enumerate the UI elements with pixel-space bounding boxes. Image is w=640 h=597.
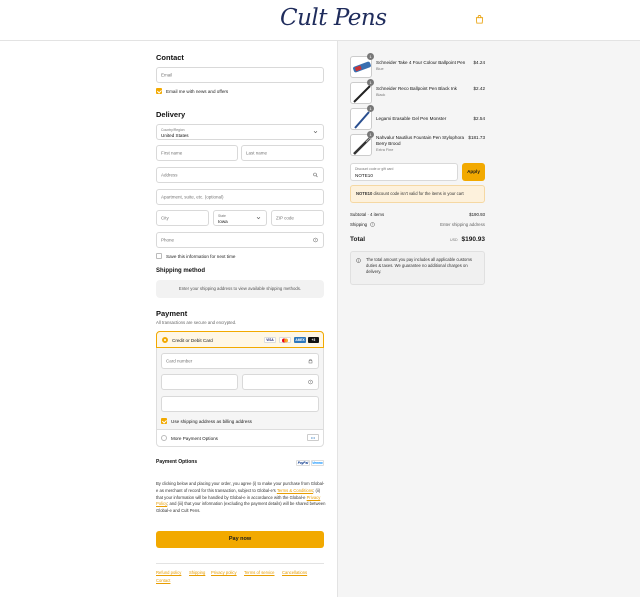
total-label: Total <box>350 236 366 243</box>
discount-error <box>350 185 485 203</box>
first-name-field[interactable] <box>156 145 238 161</box>
product-name: Schneider Reco Ballpoint Pen Black Ink <box>376 86 457 91</box>
shipping-link[interactable]: Shipping <box>189 570 206 575</box>
chevron-down-icon <box>313 130 318 135</box>
apply-button[interactable]: Apply <box>462 163 485 181</box>
card-number-field[interactable] <box>161 353 319 369</box>
address-field[interactable] <box>156 167 324 183</box>
more-payment-option[interactable] <box>157 429 323 446</box>
country-value: United States <box>161 132 189 138</box>
product-price: $181.73 <box>468 135 485 140</box>
country-select[interactable] <box>156 124 324 140</box>
discount-error-code: NOTE10 <box>356 191 373 196</box>
search-icon <box>313 173 318 178</box>
save-info-label: Save this information for next time <box>166 254 236 259</box>
help-icon[interactable] <box>308 380 313 385</box>
legal-text <box>156 481 326 515</box>
news-label: Email me with news and offers <box>166 89 229 94</box>
discount-label: Discount code or gift card <box>355 166 394 171</box>
paypal-icon: PayPal <box>297 461 309 465</box>
product-variant: Extra Fine <box>376 148 394 152</box>
apartment-placeholder: Apartment, suite, etc. (optional) <box>161 194 224 200</box>
lock-icon <box>308 359 313 364</box>
privacy-link[interactable]: Privacy Policy <box>156 494 321 507</box>
product-name: Schneider Take 4 Four Colour Ballpoint Pen <box>376 60 466 65</box>
card-option[interactable] <box>156 331 324 348</box>
quantity-badge: 1 <box>367 131 374 138</box>
shipping-method-message: Enter your shipping address to view available shipping methods. <box>156 280 324 298</box>
amex-icon: AMEX <box>295 338 305 342</box>
card-radio[interactable] <box>162 337 168 343</box>
header <box>0 0 640 41</box>
svg-text:?: ? <box>314 238 317 243</box>
total-value: $190.93 <box>461 236 485 243</box>
pen-image-icon <box>351 57 372 78</box>
country-label: Country/Region <box>161 127 185 132</box>
address-placeholder: Address <box>161 172 178 178</box>
duties-notice <box>350 251 485 285</box>
visa-icon: VISA <box>264 337 276 343</box>
payment-options-title: Payment Options <box>156 459 198 465</box>
subtotal-value: $190.93 <box>469 212 485 217</box>
more-dots-icon: ••• <box>307 434 319 441</box>
total-currency: USD <box>450 238 458 242</box>
duties-notice-text: The total amount you pay includes all applicable customs duties & taxes. We guarantee no additional charges on delivery. <box>366 257 472 274</box>
expiry-field[interactable] <box>161 374 238 390</box>
contact-link[interactable]: Contact <box>156 578 171 583</box>
info-icon <box>356 258 361 263</box>
privacy-policy-link[interactable]: Privacy policy <box>211 570 237 575</box>
order-summary <box>337 41 640 597</box>
more-payment-radio[interactable] <box>161 435 167 441</box>
discount-field[interactable] <box>350 163 458 181</box>
last-name-placeholder: Last name <box>246 150 268 156</box>
news-checkbox[interactable] <box>156 88 162 94</box>
quantity-badge: 1 <box>367 53 374 60</box>
billing-label: Use shipping address as billing address <box>171 419 252 424</box>
terms-link[interactable]: Terms & Conditions <box>276 487 314 493</box>
product-variant: Blue <box>376 67 384 71</box>
pen-image-icon <box>351 109 372 130</box>
last-name-field[interactable] <box>241 145 324 161</box>
product-name: Legami Erasable Gel Pen Monster <box>376 116 447 121</box>
payment-subtitle: All transactions are secure and encrypted. <box>156 320 237 325</box>
quantity-badge: 1 <box>367 79 374 86</box>
quantity-badge: 1 <box>367 105 374 112</box>
card-number-placeholder: Card number <box>166 358 193 364</box>
help-icon[interactable] <box>313 238 318 243</box>
shipping-method-title: Shipping method <box>156 268 205 274</box>
city-field[interactable] <box>156 210 209 226</box>
product-name: Nahvalur Nautilus Fountain Pen Stylophora Berry Brood <box>376 135 465 146</box>
legal-text-part-3: ; and (iii) that your information (excluding the payment details) will be shared between Global-e and Cult Pens. <box>156 501 326 514</box>
delivery-title: Delivery <box>156 110 186 119</box>
svg-text:?: ? <box>371 222 374 227</box>
pen-image-icon <box>351 83 372 104</box>
first-name-placeholder: First name <box>161 150 183 156</box>
footer-divider <box>156 563 324 564</box>
legal-text-part-1: By clicking below and placing your order, you agree (i) to make your purchase from Global-e as merchant of record for this transaction, subject to Global-e's <box>156 481 325 493</box>
phone-placeholder: Phone <box>161 237 175 243</box>
product-price: $2.42 <box>473 86 485 91</box>
apartment-field[interactable] <box>156 189 324 205</box>
chevron-down-icon <box>256 216 261 221</box>
checkout-form <box>0 41 337 597</box>
cancellations-link[interactable]: Cancellations <box>282 570 308 575</box>
payment-title: Payment <box>156 309 188 318</box>
email-field[interactable] <box>156 67 324 83</box>
product-price: $4.24 <box>473 60 485 65</box>
more-cards-badge: +3 <box>308 337 319 343</box>
state-value: Iowa <box>218 218 228 224</box>
pay-now-button[interactable]: Pay now <box>156 531 324 548</box>
security-code-field[interactable] <box>242 374 319 390</box>
help-icon[interactable] <box>370 222 375 227</box>
phone-field[interactable] <box>156 232 324 248</box>
logo[interactable]: Cult Pens <box>280 5 387 31</box>
mastercard-icon <box>279 337 291 343</box>
billing-checkbox[interactable] <box>161 418 167 424</box>
city-placeholder: City <box>161 215 169 221</box>
discount-value: NOTE10 <box>355 173 373 178</box>
svg-text:?: ? <box>309 380 312 385</box>
contact-title: Contact <box>156 53 184 62</box>
discount-error-text: discount code isn't valid for the items in your cart <box>372 191 464 196</box>
zip-field[interactable] <box>271 210 324 226</box>
zip-placeholder: ZIP code <box>276 215 294 221</box>
save-info-checkbox[interactable] <box>156 253 162 259</box>
shopping-bag-icon[interactable] <box>475 15 484 24</box>
shipping-value: Enter shipping address <box>440 222 485 227</box>
email-placeholder: Email <box>161 72 173 78</box>
venmo-icon: Venmo <box>312 461 323 465</box>
terms-of-service-link[interactable]: Terms of service <box>244 570 275 575</box>
subtotal-label: Subtotal · 4 items <box>350 212 385 217</box>
state-select[interactable] <box>213 210 267 226</box>
state-label: State <box>218 213 226 218</box>
product-variant: Black <box>376 93 386 97</box>
refund-policy-link[interactable]: Refund policy <box>156 570 182 575</box>
legal-text-part-2: ; (ii) that your information will be handled by Global-e in accordance with the Global-e <box>156 487 321 500</box>
name-on-card-field[interactable] <box>161 396 319 412</box>
more-payment-label: More Payment Options <box>171 436 218 441</box>
shipping-label: Shipping <box>350 222 368 227</box>
pen-image-icon <box>351 135 372 156</box>
card-option-label: Credit or Debit Card <box>172 338 213 343</box>
product-price: $2.54 <box>473 116 485 121</box>
